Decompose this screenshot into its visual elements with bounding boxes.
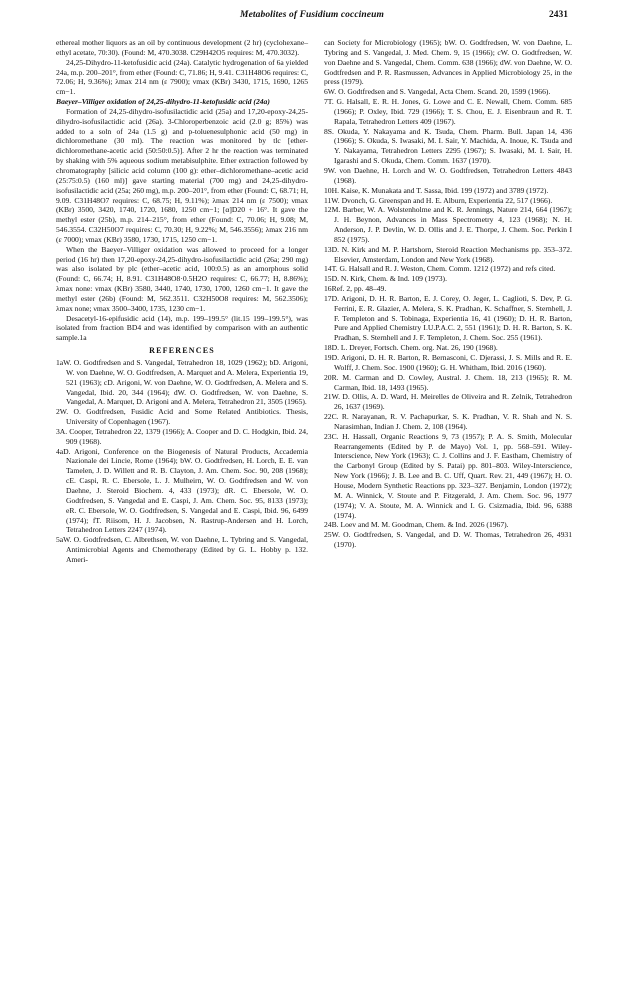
reference-item: 20R. M. Carman and D. Cowley, Austral. J. Chem. 18, 213 (1965); R. M. Carman, Ibid. 18, 1493 (1965). (324, 372, 572, 392)
reference-item: 14T. G. Halsall and R. J. Weston, Chem. Comm. 1212 (1972) and refs cited. (324, 264, 556, 274)
reference-item: 25W. O. Godtfredsen, S. Vangedal, and D. W. Thomas, Tetrahedron 26, 4931 (1970). (324, 530, 572, 550)
reference-item: 19D. Arigoni, D. H. R. Barton, R. Bernasconi, C. Djerassi, J. S. Mills and R. E. Wolff, J. Chem. Soc. 1900 (1960); G. H. Whitham, Ibid. 2016 (1960). (324, 353, 572, 372)
reference-item: 5aW. O. Godtfredsen, C. Albrethsen, W. von Daehne, L. Tybring and S. Vangedal, Antimicrobial Agents and Chemotherapy (Edited by G. L. Hobby p. 132. Ameri- (56, 535, 308, 564)
paragraph: Formation of 24,25-dihydro-isofusilactidic acid (25a) and 17,20-epoxy-24,25-dihydro-isofusilactidic acid (26a). 3-Chloroperbenzoic acid (2.0 g; 85%) was added to a soln of 24a (1.5 g) and p-toluenesulphonic acid (50 mg) in dichloromethane (30 ml). The reaction was monitored by tlc [ether-dichloromethane-acetic acid (50:50:0.5)]. After 2 hr the reaction was terminated by shaking with 5% aqueous sodium metabisulphite. Ether extraction followed by chromatography [silicic acid column (100 g): ether–dichloromethane–acetic acid (25:75:0.5) (160 ml)] gave starting material (700 mg) and 24,25-dihydro-isofusilactidic acid (25a; 260 mg), m.p. 200–201°, from ether (Found: C, 68.71; H, 9.09. C31H48O7 requires: C, 68.75; H, 9.11%); λmax 214 nm (ε 7500); νmax (KBr) 3500, 3420, 1740, 1720, 1680, 1250 cm−1; [α]D20 + 16°. It gave the methyl ester (25b), m.p. 214–215°, from ether (Found: C, 70.06; H, 9.08; M, 546.3554. C32H50O7 requires: C, 70.30; H, 9.22%; M, 546.3556); λmax 216 nm (ε 7000); νmax (KBr) 3580, 1730, 1715, 1250 cm−1. (56, 106, 308, 244)
paragraph: When the Baeyer–Villiger oxidation was allowed to proceed for a longer period (16 hr) then 17,20-epoxy-24,25-dihydro-isofusilactidic acid (26a; 290 mg) was also isolated by plc (ether–acetic acid, 100:0.5) as an amorphous solid (Found: C, 66.74; H, 8.91. C31H48O8·0.5H2O requires: C, 66.77; H, 8.86%); λmax none: νmax (KBr) 3580, 3440, 1740, 1730, 1700, 1260 cm−1. It gave the methyl ester (26b) (Found: M, 562.3511. C32H50O8 requires: M, 562.3506); λmax none; νmax 3500–3400, 1735, 1230 cm−1. (56, 244, 308, 313)
reference-item: 4aD. Arigoni, Conference on the Biogenesis of Natural Products, Accademia Nazionale dei Lincie, Rome (1964); bW. O. Godtfredsen, H. Lorch, E. E. van Tamelen, J. D. Willett and R. B. Clayton, J. Am. Chem. Soc. 90, 208 (1968); cE. Caspi, R. C. Ebersole, L. J. Mulheirn, W. O. Godtfredsen and W. von Daehne, J. Steroid Biochem. 4, 433 (1973); dR. C. Ebersole, W. O. Godtfredsen, S. Vangedal and E. Caspi, J. Am. Chem. Soc. 95, 8133 (1973); eR. C. Ebersole, W. O. Godtfredsen, S. Vangedal and E. Caspi, Ibid. 96, 6499 (1974); fT. Riisom, H. J. Jacobsen, N. Rastrup-Andersen and H. Lorch, Tetrahedron Letters 2247 (1974). (56, 446, 308, 535)
reference-item: 24B. Loev and M. M. Goodman, Chem. & Ind. 2026 (1967). (324, 520, 509, 530)
reference-item: 18D. L. Dreyer, Fortsch. Chem. org. Nat. 26, 190 (1968). (324, 343, 498, 353)
reference-item: 7T. G. Halsall, E. R. H. Jones, G. Lowe and C. E. Newall, Chem. Comm. 685 (1966); P. Oxley, Ibid. 729 (1966); T. S. Chou, E. J. Eisenbraun and R. T. Rapala, Tetrahedron Letters 409 (1967). (324, 97, 572, 126)
reference-item: 15D. N. Kirk, Chem. & Ind. 109 (1973). (324, 274, 447, 284)
paragraph: Desacetyl-16-epifusidic acid (14), m.p. 199–199.5° (lit.15 199–199.5°), was isolated from fraction BD4 and was identified by comparison with an authentic sample.1a (56, 313, 308, 343)
reference-item: can Society for Microbiology (1965); bW. O. Godtfredsen, W. von Daehne, L. Tybring and S. Vangedal, J. Med. Chem. 9, 15 (1966); cW. O. Godtfredsen, W. von Daehne and S. Vangedal, Chem. Comm. 638 (1966); dW. von Daehne, W. O. Godtfredsen and P. R. Rasmussen, Advances in Applied Microbiology 25, in the press (1979). (324, 38, 572, 87)
reference-item: 9W. von Daehne, H. Lorch and W. O. Godtfredsen, Tetrahedron Letters 4843 (1968). (324, 165, 572, 185)
reference-item: 13D. N. Kirk and M. P. Hartshorn, Steroid Reaction Mechanisms pp. 353–372. Elsevier, Amsterdam, London and New York (1968). (324, 244, 572, 264)
references-heading: REFERENCES (149, 346, 215, 356)
subsection-heading: Baeyer–Villiger oxidation of 24,25-dihydro-11-ketofusidic acid (24a) (56, 97, 270, 107)
right-column (324, 38, 572, 550)
reference-item: 17D. Arigoni, D. H. R. Barton, E. J. Corey, O. Jeger, L. Caglioti, S. Dev, P. G. Ferrini, E. R. Glazier, A. Melera, S. K. Pradhan, K. Schaffner, S. Sternhell, J. F. Templeton and S. Tobinaga, Experientia 16, 41 (1960); D. H. R. Barton, Pure and Applied Chemistry I.U.P.A.C. 2, 551 (1961); D. H. R. Barton, S. K. Pradhan, S. Sternhell and J. F. Templeton, J. Chem. Soc. 255 (1961). (324, 293, 572, 343)
reference-item: 22C. R. Narayanan, R. V. Pachapurkar, S. K. Pradhan, V. R. Shah and N. S. Narasimhan, Indian J. Chem. 2, 108 (1964). (324, 412, 572, 431)
reference-item: 1aW. O. Godtfredsen and S. Vangedal, Tetrahedron 18, 1029 (1962); bD. Arigoni, W. von Daehne, W. O. Godtfredsen, A. Marquet and A. Melera, Experientia 19, 521 (1963); cD. Arigoni, W. von Daehne, W. O. Godtfredsen, A. Melera and S. Vangedal, Ibid. 20, 344 (1964); dW. O. Godtfredsen, W. von Daehne, S. Vangedal, A. Marquet, D. Arigoni and A. Melera, Tetrahedron 21, 3505 (1965). (56, 358, 308, 407)
reference-item: 11W. Dvonch, G. Greenspan and H. E. Alburn, Experientia 22, 517 (1966). (324, 195, 553, 205)
reference-item: 12M. Barber, W. A. Wolstenholme and K. R. Jennings, Nature 214, 664 (1967); J. H. Beynon, Advances in Mass Spectrometry 4, 123 (1968); N. H. Anderson, J. P. Devlin, W. D. Ollis and J. E. Thorpe, J. Chem. Soc. Perkin I 852 (1975). (324, 205, 572, 244)
reference-item: 10H. Kaise, K. Munakata and T. Sassa, Ibid. 199 (1972) and 3789 (1972). (324, 185, 549, 195)
reference-item: 6W. O. Godtfredsen and S. Vangedal, Acta Chem. Scand. 20, 1599 (1966). (324, 87, 551, 97)
reference-item: 8S. Okuda, Y. Nakayama and K. Tsuda, Chem. Pharm. Bull. Japan 14, 436 (1966); S. Okuda, S. Iwasaki, M. I. Sair, Y. Machida, A. Inoue, K. Tsuda and Y. Nakayama, Tetrahedron Letters 2295 (1967); S. Iwasaki, M. I. Sair, H. Igarashi and S. Okuda, Chem. Comm. 1637 (1970). (324, 126, 572, 166)
paragraph: ethereal mother liquors as an oil by continuous development (2 hr) (cyclohexane–ethyl acetate, 70:30). (Found: M, 470.3038. C29H42O5 requires: M, 470.3032). (56, 38, 308, 57)
running-title: Metabolites of Fusidium coccineum (240, 10, 384, 20)
reference-item: 3A. Cooper, Tetrahedron 22, 1379 (1966); A. Cooper and D. C. Hodgkin, Ibid. 24, 909 (1968). (56, 426, 308, 446)
page-number: 2431 (549, 10, 568, 20)
left-column (56, 38, 308, 565)
paragraph: 24,25-Dihydro-11-ketofusidic acid (24a). Catalytic hydrogenation of 6a yielded 24a, m.p. 200–201°, from ether (Found: C, 71.86; H, 9.41. C31H48O6 requires: C, 72.06; H, 9.36%); λmax 214 nm (ε 7900); νmax (KBr) 3430, 1715, 1690, 1265 cm−1. (56, 57, 309, 97)
reference-item: 21W. D. Ollis, A. D. Ward, H. Meirelles de Oliveira and R. Zelnik, Tetrahedron 26, 1637 (1969). (324, 392, 572, 412)
running-header (56, 10, 568, 24)
reference-item: 16Ref. 2, pp. 48–49. (324, 284, 387, 294)
reference-item: 2W. O. Godtfredsen, Fusidic Acid and Some Related Antibiotics. Thesis, University of Copenhagen (1967). (56, 407, 308, 427)
reference-item: 23C. H. Hassall, Organic Reactions 9, 73 (1957); P. A. S. Smith, Molecular Rearrangements (Edited by P. de Mayo) Vol. 1, pp. 568–591. Wiley-Interscience, New York (1963); C. J. Collins and J. F. Eastham, Chemistry of the Carbonyl Group (Edited by S. Patai) pp. 801–803. Wiley-Interscience, New York (1966); J. B. Lee and B. C. Uff, Quart. Rev. 21, 449 (1967); H. O. House, Modern Synthetic Reactions pp. 323–327. Benjamin, London (1972); M. A. Winnick, V. Stoute and P. Fitzgerald, J. Am. Chem. Soc. 96, 1977 (1974); V. A. Stoute, M. A. Winnick and I. G. Csizmadia, Ibid. 96, 6388 (1974). (324, 431, 572, 520)
